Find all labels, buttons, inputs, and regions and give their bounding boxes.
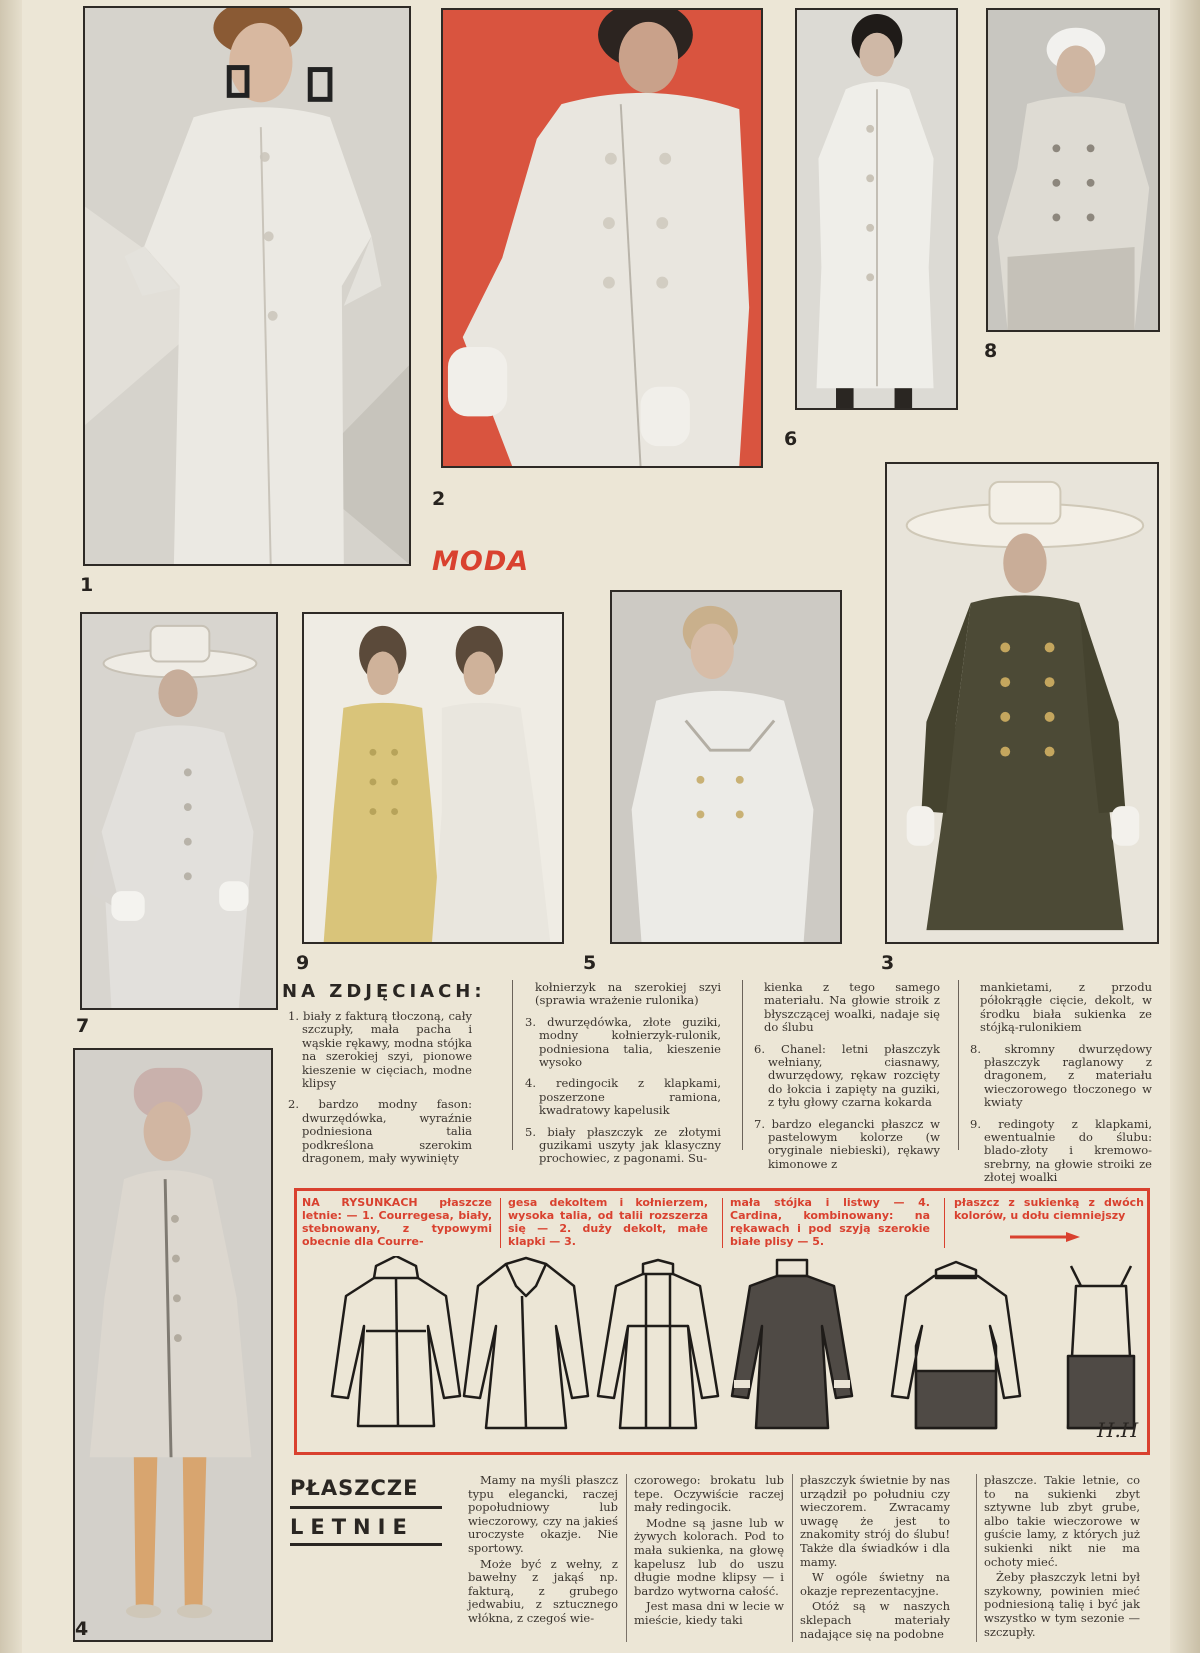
caption-item: 8. skromny dwurzędowy płaszczyk raglanowy z dragonem, z materiału wieczorowego tłoczonego w kwiaty xyxy=(970,1041,1152,1110)
article-paragraph: płaszczyk świetnie by nas urządził po południu czy wieczorem. Zwracamy uwagę że jest to znakomity strój do ślubu! Także dla świadków i dla mamy. xyxy=(800,1473,950,1569)
captions-column-2 xyxy=(521,981,721,1174)
article-paragraph: Może być z wełny, z bawełny z jakąś np. fakturą, z grubego jedwabiu, z sztucznego włókna, z czegoś wie- xyxy=(468,1556,618,1625)
captions-column-3 xyxy=(750,981,940,1179)
article-paragraph: W ogóle świetny na okazje reprezentacyjne. xyxy=(800,1570,950,1598)
photo-7-pastel-coat xyxy=(80,612,278,1010)
drawings-note-col-4: płaszcz z sukienką z dwóch kolorów, u dołu ciemniejszy xyxy=(954,1196,1144,1222)
arrow-icon xyxy=(1010,1232,1080,1242)
caption-text: kołnierzyk na szerokiej szyi (sprawia wrażenie rulonika) xyxy=(535,980,721,1008)
photo-6-chanel-coat xyxy=(795,8,958,410)
drawings-note-col-1: NA RYSUNKACH płaszcze letnie: — 1. Courregesa, biały, stebnowany, z typowymi obecnie dla Courre- xyxy=(302,1196,492,1248)
photo-number: 6 xyxy=(784,428,798,450)
column-divider xyxy=(722,1198,723,1248)
illustrator-signature: H.H xyxy=(1097,1418,1139,1442)
caption-item: 1. biały z fakturą tłoczoną, cały szczupły, mała pacha i wąskie rękawy, modna stójka na szerokiej szyi, pionowe kieszenie w cięciach, modne klipsy xyxy=(288,1009,472,1091)
coat-sketches xyxy=(326,1256,1139,1452)
caption-text: kienka z tego samego materiału. Na głowie stroik z błyszczącej woalki, nadaje się do ślubu xyxy=(764,980,940,1035)
captions-title: NA ZDJĘCIACH: xyxy=(282,981,486,1002)
article-paragraph: czorowego: brokatu lub tepe. Oczywiście raczej mały redingocik. xyxy=(634,1473,784,1515)
column-divider xyxy=(944,1198,945,1248)
column-divider xyxy=(958,980,959,1150)
caption-item: 7. bardzo elegancki płaszcz w pastelowym kolorze (w oryginale niebieski), rękawy kimonowe z xyxy=(754,1116,940,1171)
article-column-2 xyxy=(634,1474,784,1628)
photo-2-double-breasted-coat xyxy=(441,8,763,468)
captions-column-1 xyxy=(284,1010,472,1173)
photo-number: 3 xyxy=(881,952,895,974)
article-paragraph: Mamy na myśli płaszcz typu elegancki, raczej popołudniowy lub wieczorowy, czy na jakieś uroczyste okazje. Nie sportowy. xyxy=(468,1473,618,1555)
sketch-1 xyxy=(332,1256,460,1426)
article-column-3 xyxy=(800,1474,950,1641)
column-divider xyxy=(792,1474,793,1642)
photo-number: 9 xyxy=(296,952,310,974)
column-divider xyxy=(976,1474,977,1642)
article-paragraph: płaszcze. Takie letnie, co to na sukienki zbyt sztywne lub zbyt grube, albo takie wieczorowe w guście lamy, z których już sukienki nikt nie ma ochoty mieć. xyxy=(984,1473,1140,1569)
caption-item: 2. bardzo modny fason: dwurzędówka, wyraźnie podniesiona talia podkreślona szerokim dragonem, mały wywinięty xyxy=(288,1097,472,1166)
article-paragraph: Otóż są w naszych sklepach materiały nadające się na podobne xyxy=(800,1599,950,1641)
sketch-5 xyxy=(892,1262,1134,1428)
column-divider xyxy=(500,1198,501,1248)
photo-4-redingote-hat xyxy=(73,1048,273,1642)
article-title-line-2: LETNIE xyxy=(290,1509,442,1546)
photo-number: 8 xyxy=(984,340,998,362)
photo-3-olive-coat xyxy=(885,462,1159,944)
drawings-note-col-3: mała stójka i listwy — 4. Cardina, kombinowany: na rękawach i pod szyją szerokie białe plisy — 5. xyxy=(730,1196,930,1248)
photo-number: 2 xyxy=(432,488,446,510)
article-paragraph: Jest masa dni w lecie w mieście, kiedy taki xyxy=(634,1599,784,1627)
photo-number: 5 xyxy=(583,952,597,974)
photo-5-white-trench xyxy=(610,590,842,944)
caption-text: mankietami, z przodu półokrągłe cięcie, dekolt, w środku biała sukienka ze stójką-rulonikiem xyxy=(980,980,1152,1035)
article-title-line-1: PŁASZCZE xyxy=(290,1476,442,1509)
captions-column-4 xyxy=(966,981,1152,1193)
column-divider xyxy=(626,1474,627,1642)
caption-item: 9. redingoty z klapkami, ewentualnie do ślubu: blado-złoty i kremowo-srebrny, na głowie stroiki ze złotej woalki xyxy=(970,1116,1152,1185)
photo-number: 4 xyxy=(75,1618,89,1640)
article-paragraph: Modne są jasne lub w żywych kolorach. Pod to mała sukienka, na głowę kapelusz lub do uszu długie modne klipsy — i bardzo wytworna całość. xyxy=(634,1515,784,1598)
sketch-4 xyxy=(732,1260,852,1428)
caption-item: 4. redingocik z klapkami, poszerzone ramiona, kwadratowy kapelusik xyxy=(525,1076,721,1118)
article-column-1 xyxy=(468,1474,618,1626)
section-heading: MODA xyxy=(432,546,530,577)
article-paragraph: Żeby płaszczyk letni był szykowny, powinien mieć podniesioną talię i być jak wszystko w tym sezonie — szczupły. xyxy=(984,1570,1140,1639)
caption-item: 6. Chanel: letni płaszczyk wełniany, ciasnawy, dwurzędowy, rękaw rozcięty do łokcia i zapięty na guziki, z tyłu głowy czarna kokarda xyxy=(754,1041,940,1110)
drawings-note-col-2: gesa dekoltem i kołnierzem, wysoka talia, od talii rozszerza się — 2. duży dekolt, małe klapki — 3. xyxy=(508,1196,708,1248)
photo-9-wedding-redingotes xyxy=(302,612,564,944)
caption-item: 5. biały płaszczyk ze złotymi guzikami uszyty jak klasyczny prochowiec, z pagonami. Su- xyxy=(525,1124,721,1166)
article-column-4 xyxy=(984,1474,1140,1639)
sketch-2 xyxy=(464,1258,588,1428)
article-title xyxy=(290,1476,442,1546)
column-divider xyxy=(742,980,743,1150)
sketch-3 xyxy=(598,1260,718,1428)
caption-item: 3. dwurzędówka, złote guziki, modny kołnierzyk-rulonik, podniesiona talia, kieszenie wysoko xyxy=(525,1014,721,1070)
photo-number: 7 xyxy=(76,1015,90,1037)
photo-1-white-coat xyxy=(83,6,411,566)
photo-number: 1 xyxy=(80,574,94,596)
column-divider xyxy=(512,980,513,1150)
photo-8-raglan-coat xyxy=(986,8,1160,332)
